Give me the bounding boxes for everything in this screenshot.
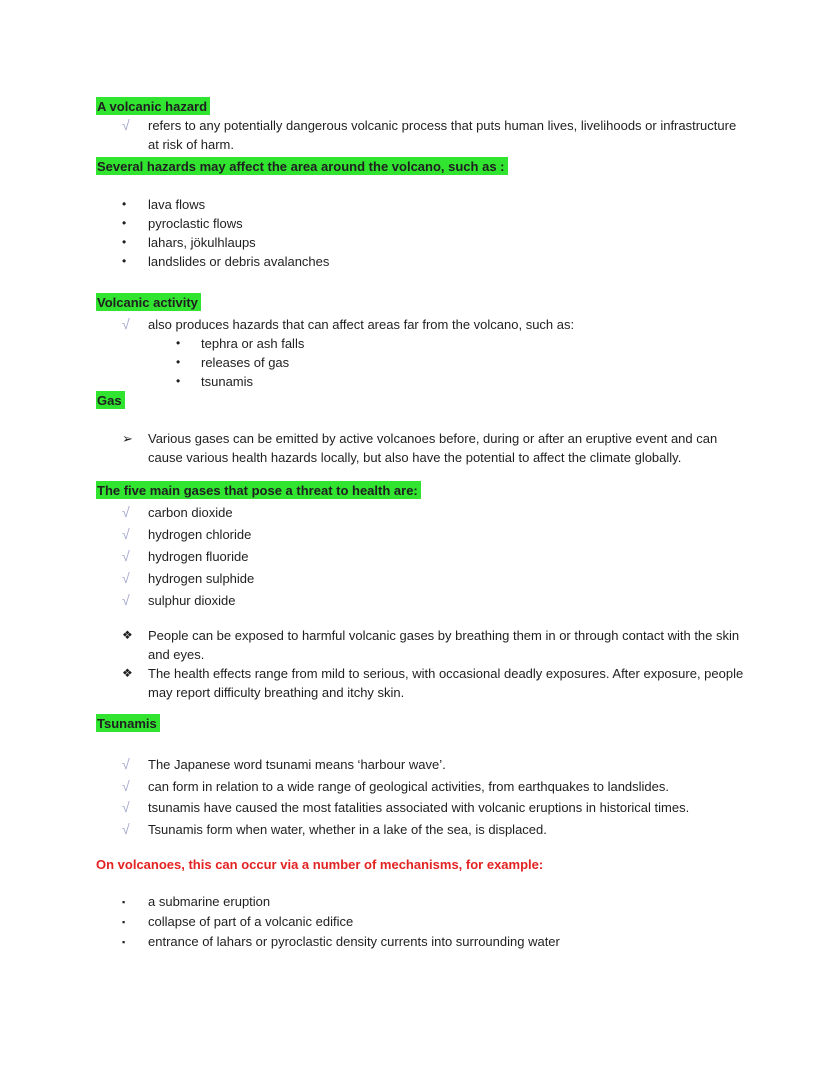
heading-gas: Gas bbox=[96, 391, 125, 409]
list-item bbox=[96, 626, 772, 664]
list-item-text: sulphur dioxide bbox=[148, 593, 236, 608]
heading-row bbox=[96, 481, 772, 500]
square-bullet-icon: ▪ bbox=[122, 916, 126, 927]
list-item-text: also produces hazards that can affect areas far from the volcano, such as: bbox=[148, 317, 575, 332]
section-gas-effects bbox=[96, 626, 772, 702]
tsunami-list bbox=[96, 755, 772, 839]
heading-volcanic-activity: Volcanic activity bbox=[96, 293, 201, 311]
check-bullet-icon: √ bbox=[122, 570, 130, 586]
list-item-text: can form in relation to a wide range of geological activities, from earthquakes to landslides. bbox=[148, 778, 670, 794]
list-item bbox=[96, 503, 772, 522]
mechanism-list bbox=[96, 892, 772, 952]
check-bullet-icon: √ bbox=[122, 777, 130, 794]
disc-bullet-icon: • bbox=[122, 254, 127, 268]
list-item-text: tsunamis have caused the most fatalities associated with volcanic eruptions in historical times. bbox=[148, 800, 690, 815]
list-item-text: Tsunamis form when water, whether in a lake of the sea, is displaced. bbox=[148, 821, 547, 837]
sub-list-item bbox=[96, 334, 772, 353]
list-item bbox=[96, 195, 772, 214]
heading-several-hazards: Several hazards may affect the area around the volcano, such as : bbox=[96, 157, 508, 175]
list-item bbox=[96, 664, 772, 702]
disc-bullet-icon: • bbox=[122, 197, 127, 211]
list-item-text: carbon dioxide bbox=[148, 505, 233, 520]
list-item bbox=[96, 932, 772, 952]
check-bullet-icon: √ bbox=[122, 548, 130, 564]
sub-list-item-text: tsunamis bbox=[201, 374, 254, 389]
list-item bbox=[96, 429, 772, 467]
heading-five-gases: The five main gases that pose a threat to health are: bbox=[96, 481, 421, 499]
list-item-text: hydrogen fluoride bbox=[148, 549, 249, 564]
list-item bbox=[96, 777, 772, 796]
list-item bbox=[96, 315, 772, 334]
check-bullet-icon: √ bbox=[122, 316, 130, 332]
section-gas bbox=[96, 391, 772, 467]
list-item bbox=[96, 755, 772, 774]
list-item-text: lava flows bbox=[148, 197, 206, 212]
heading-mechanisms: On volcanoes, this can occur via a number of mechanisms, for example: bbox=[96, 856, 544, 872]
list-item bbox=[96, 820, 772, 839]
list-item-text: lahars, jökulhlaups bbox=[148, 235, 256, 250]
list-item-text: The Japanese word tsunami means ‘harbour wave’. bbox=[148, 757, 446, 772]
list-item-text: pyroclastic flows bbox=[148, 216, 243, 231]
heading-volcanic-hazard: A volcanic hazard bbox=[96, 97, 210, 115]
sub-list-item bbox=[96, 353, 772, 372]
list-item bbox=[96, 912, 772, 932]
heading-row bbox=[96, 391, 772, 410]
list-item bbox=[96, 591, 772, 610]
list-item bbox=[96, 252, 772, 271]
check-bullet-icon: √ bbox=[122, 504, 130, 520]
square-bullet-icon: ▪ bbox=[122, 936, 126, 947]
disc-bullet-icon: • bbox=[176, 374, 181, 388]
sub-list-item bbox=[96, 372, 772, 391]
list-item bbox=[96, 116, 772, 154]
check-bullet-icon: √ bbox=[122, 592, 130, 608]
heading-row bbox=[96, 855, 772, 874]
square-bullet-icon: ▪ bbox=[122, 896, 126, 907]
check-bullet-icon: √ bbox=[122, 117, 130, 133]
diamond-bullet-icon: ❖ bbox=[122, 666, 133, 680]
disc-bullet-icon: • bbox=[176, 336, 181, 350]
disc-bullet-icon: • bbox=[122, 216, 127, 230]
diamond-bullet-icon: ❖ bbox=[122, 628, 133, 642]
list-item bbox=[96, 214, 772, 233]
list-item-text: The health effects range from mild to serious, with occasional deadly exposures. After exposure, people may report difficulty breathing and itchy skin. bbox=[148, 666, 744, 700]
disc-bullet-icon: • bbox=[122, 235, 127, 249]
check-bullet-icon: √ bbox=[122, 526, 130, 542]
section-volcanic-activity bbox=[96, 293, 772, 391]
check-bullet-icon: √ bbox=[122, 820, 130, 837]
heading-row bbox=[96, 157, 772, 176]
far-hazard-sublist bbox=[96, 334, 772, 391]
list-item-text: collapse of part of a volcanic edifice bbox=[148, 913, 354, 929]
list-item-text: a submarine eruption bbox=[148, 893, 271, 909]
check-bullet-icon: √ bbox=[122, 799, 130, 815]
section-mechanisms bbox=[96, 855, 772, 952]
arrow-bullet-icon: ➢ bbox=[122, 431, 133, 446]
section-volcanic-hazard bbox=[96, 97, 772, 154]
list-item bbox=[96, 525, 772, 544]
list-item-text: Various gases can be emitted by active volcanoes before, during or after an eruptive event and can cause various health hazards locally, but also have the potential to affect the climate globally. bbox=[148, 431, 718, 465]
list-item-text: refers to any potentially dangerous volcanic process that puts human lives, livelihoods or infrastructure at risk of harm. bbox=[148, 118, 737, 152]
sub-list-item-text: releases of gas bbox=[201, 355, 290, 370]
list-item bbox=[96, 547, 772, 566]
heading-row bbox=[96, 97, 772, 116]
hazard-list bbox=[96, 195, 772, 271]
list-item bbox=[96, 892, 772, 912]
disc-bullet-icon: • bbox=[176, 355, 181, 369]
list-item-text: hydrogen sulphide bbox=[148, 571, 255, 586]
list-item-text: hydrogen chloride bbox=[148, 527, 252, 542]
section-tsunamis bbox=[96, 714, 772, 839]
list-item bbox=[96, 233, 772, 252]
sub-list-item-text: tephra or ash falls bbox=[201, 336, 305, 351]
heading-row bbox=[96, 714, 772, 733]
list-item-text: entrance of lahars or pyroclastic density currents into surrounding water bbox=[148, 933, 560, 949]
list-item bbox=[96, 798, 772, 817]
list-item bbox=[96, 569, 772, 588]
list-item-text: landslides or debris avalanches bbox=[148, 254, 330, 269]
section-five-gases bbox=[96, 481, 772, 610]
heading-row bbox=[96, 293, 772, 312]
check-bullet-icon: √ bbox=[122, 756, 130, 772]
heading-tsunamis: Tsunamis bbox=[96, 714, 160, 732]
list-item-text: People can be exposed to harmful volcanic gases by breathing them in or through contact with the skin and eyes. bbox=[148, 628, 740, 662]
section-several-hazards bbox=[96, 157, 772, 271]
gas-list bbox=[96, 503, 772, 610]
